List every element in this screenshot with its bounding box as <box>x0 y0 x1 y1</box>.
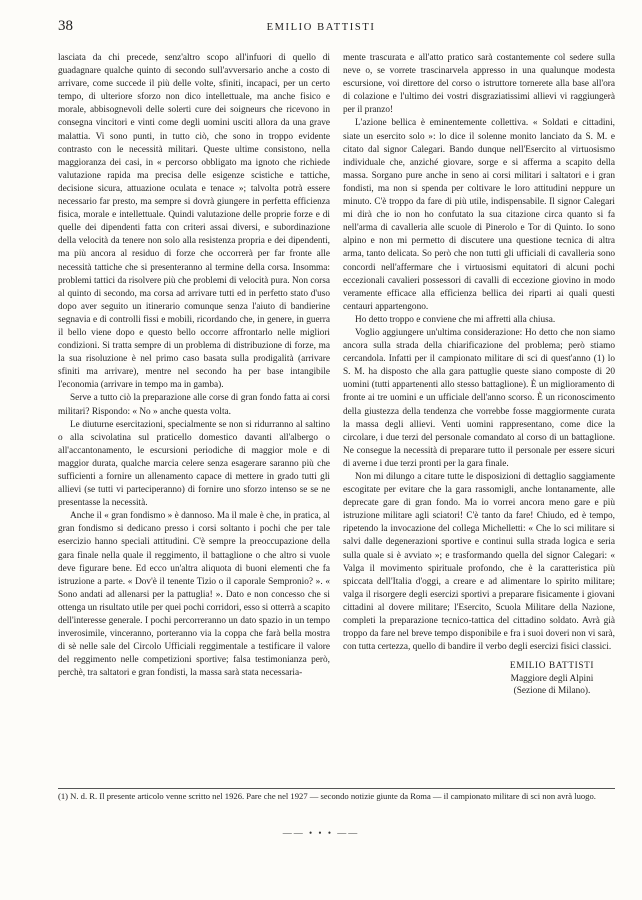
paragraph: Voglio aggiungere un'ultima considerazione: Ho detto che non siamo ancora sulla strada della chiarificazione del problema; però stiamo cercandola. Infatti per il campionato militare di sci di quest'anno (1) lo S. M. ha disposto che alla gara pattuglie queste siano composte di 20 uomini (tutti appartenenti allo stesso battaglione). È un miglioramento di fronte ai tre uomini e un ufficiale dell'anno scorso. È un riconoscimento della giustezza della tendenza che vorrebbe fosse maggiormente curata la massa degli allievi. Venti uomini rappresentano, come dice la circolare, i due terzi del personale comandato al corso di un battaglione. Ne consegue la necessità di preparare tutto il personale per essere sicuri di averne i due terzi pronti per la gara finale. <box>343 327 615 469</box>
author-section: (Sezione di Milano). <box>513 686 591 697</box>
left-column <box>58 52 330 782</box>
page-number: 38 <box>58 18 73 34</box>
paragraph: mente trascurata e all'atto pratico sarà costantemente col sedere sulla neve o, se vorrete trascinarvela appresso in una qualunque modesta escursione, voi direttore del corso o istruttore tornerete alla base all'ora di colazione e l'ultimo dei vostri disgraziatissimi allievi vi raggiungerà per il pranzo! <box>343 53 615 116</box>
footnote: (1) N. d. R. Il presente articolo venne scritto nel 1926. Pare che nel 1927 — secondo notizie giunte da Roma — il campionato militare di sci non avrà luogo. <box>58 791 596 801</box>
end-ornament: —— • • • —— <box>282 828 360 838</box>
paragraph: Serve a tutto ciò la preparazione alle corse di gran fondo fatta ai corsi militari? Rispondo: « No » anche questa volta. <box>58 393 330 417</box>
paragraph: Anche il « gran fondismo » è dannoso. Ma il male è che, in pratica, al gran fondismo si dedicano presso i corsi soltanto i pochi che per tale esercizio hanno speciali attitudini. C'è sempre la preoccupazione della gara finale nella quale il reggimento, il battaglione o che altro si vuole deve figurare bene. Ed ecco un'altra aliquota di buoni elementi che fa istruzione a parte. « Dov'è il tenente Tizio o il caporale Sempronio? ». « Sono andati ad allenarsi per la pattuglia! ». Dato e non concesso che si ottenga un risultato utile per quei pochi corridori, esso si otterrà a scapito dell'interesse generale. I pochi percorreranno un dato spazio in un tempo inverosimile, vinceranno, porteranno via la coppa che farà bella mostra di sè nelle sale del Circolo Ufficiali reggimentale a testificare il valore del reggimento nelle competizioni sportive; falsa testimonianza però, perchè, tra saltatori e gran fondisti, la massa sarà stata necessaria- <box>58 511 330 679</box>
paragraph: Le diuturne esercitazioni, specialmente se non si ridurranno al saltino o alla scivolatina sul praticello domestico davanti all'albergo o all'accantonamento, le escursioni periodiche di maggior mole e di maggior durata, qualche marcia celere senza esagerare saranno più che sufficienti a fornire un allenamento capace di mettere in grado tutti gli allievi (se tutti vi parteciperanno) di fornire uno sforzo intenso se se ne presentasse la necessità. <box>58 419 330 509</box>
paragraph: L'azione bellica è eminentemente collettiva. « Soldati e cittadini, siate un esercito solo »: lo dice il solenne monito lanciato da S. M. e citato dal signor Calegari. Bando dunque nell'Esercito al virtuosismo individuale che, anziché giovare, sorge e si afferma a scapito della massa. Sorgano pure anche in seno ai corsi militari i saltatori e i gran fondisti, ma non si spenda per coltivare le loro attitudini neppure un minuto. C'è troppo da fare di più utile, indispensabile. Il signor Calegari mi dirà che io non ho confutato la sua citazione circa quanto si fa nell'arma di cavalleria alle scuole di Pinerolo e Tor di Quinto. Io sono alpino e non mi permetto di discutere una questione tecnica di altra arma, tanto delicata. So però che non tutti gli ufficiali di cavalleria sono concordi nell'affermare che i virtuosismi equitatori di alcuni pochi eccezionali cavalieri possessori di cavalli di eccezione giovino in modo veramente efficace alla efficienza bellica dei riparti ai quali questi centauri appartengono. <box>343 118 615 312</box>
paragraph: lasciata da chi precede, senz'altro scopo all'infuori di quello di guadagnare qualche quinto di secondo sull'avversario anche a costo di arrivare, come succede il più delle volte, sfiniti, incapaci, per un certo tempo, di ulteriore sforzo non dico intellettuale, ma anche fisico e morale, abbisognevoli delle solerti cure dei soigneurs che ricevono in consegna vincitori e vinti come degli uomini usciti allora da una grave malattia. Vi sono punti, in tutto ciò, che sono in troppo evidente contrasto con le necessità militari. Queste ultime consistono, nella maggioranza dei casi, in « percorso obbligato ma ignoto che richiede valutazione rapida ma precisa delle esigenze scistiche e tattiche, decisione sicura, attuazione oculata e tenace »; talvolta potrà essere necessario far presto, ma sempre si dovrà giungere in perfetta efficienza fisica, morale e intellettuale. Quindi valutazione delle proprie forze e di quelle dei dipendenti fatta con criteri assai diversi, e subordinazione della velocità da tenere non solo alla resistenza propria e dei dipendenti, ma più ancora al residuo di forze che occorrerà per far fronte alle necessità tattiche che si presenteranno al termine della corsa. Insomma: problemi tattici da risolvere più che problemi di velocità pura. Non corsa al quinto di secondo, ma corsa ad arrivare tutti ed in perfetto stato d'uso dopo aver seguito un itinerario comunque senza l'aiuto di bandierine segnavia e di controlli fissi e mobili, ricordando che, in genere, in guerra il bello viene dopo e questo bello occorre affrontarlo nelle migliori condizioni. Si tratta sempre di un problema di distribuzione di forze, ma la sua risoluzione è nel primo caso basata sulla prodigalità (arrivare sfiniti ma arrivare), mentre nel secondo ha per base intangibile l'economia (arrivare in tempo ma in gamba). <box>58 53 330 391</box>
running-head: EMILIO BATTISTI <box>266 22 376 33</box>
paragraph: Non mi dilungo a citare tutte le disposizioni di dettaglio saggiamente escogitate per evitare che la gara rassomigli, anche lontanamente, alle deprecate gare di gran fondo. Ma io vorrei ancora meno gare e più istruzione militare agli sciatori! C'è tanto da fare! Chiudo, ed è tempo, ripetendo la invocazione del collega Michelletti: « Che lo sci militare si salvi dalle degenerazioni sportive e continui sulla strada logica e seria sulla quale si è avviato »; e trasformando quella del signor Calegari: « Valga il movimento spirituale profondo, che è la caratteristica più spiccata dell'Italia d'oggi, a creare e ad alimentare lo spirito militare; valga il risorgere degli esercizi sportivi a preparare fisicamente i giovani cittadini al dovere militare; l'Esercito, Scuola Militare della Nazione, completi la preparazione tecnico-tattica del cittadino soldato. Avrà già troppo da fare nel breve tempo disponibile e fra i suoi doveri non vi sarà, con tutta certezza, quello di bandire il verbo degli esercizi fisici classici. <box>343 472 615 653</box>
author-rank: Maggiore degli Alpini <box>510 673 594 684</box>
footnote-divider <box>58 788 615 789</box>
author-signature <box>343 660 615 698</box>
right-column <box>343 52 615 782</box>
author-name: EMILIO BATTISTI <box>509 661 595 672</box>
paragraph: Ho detto troppo e conviene che mi affretti alla chiusa. <box>355 314 556 325</box>
